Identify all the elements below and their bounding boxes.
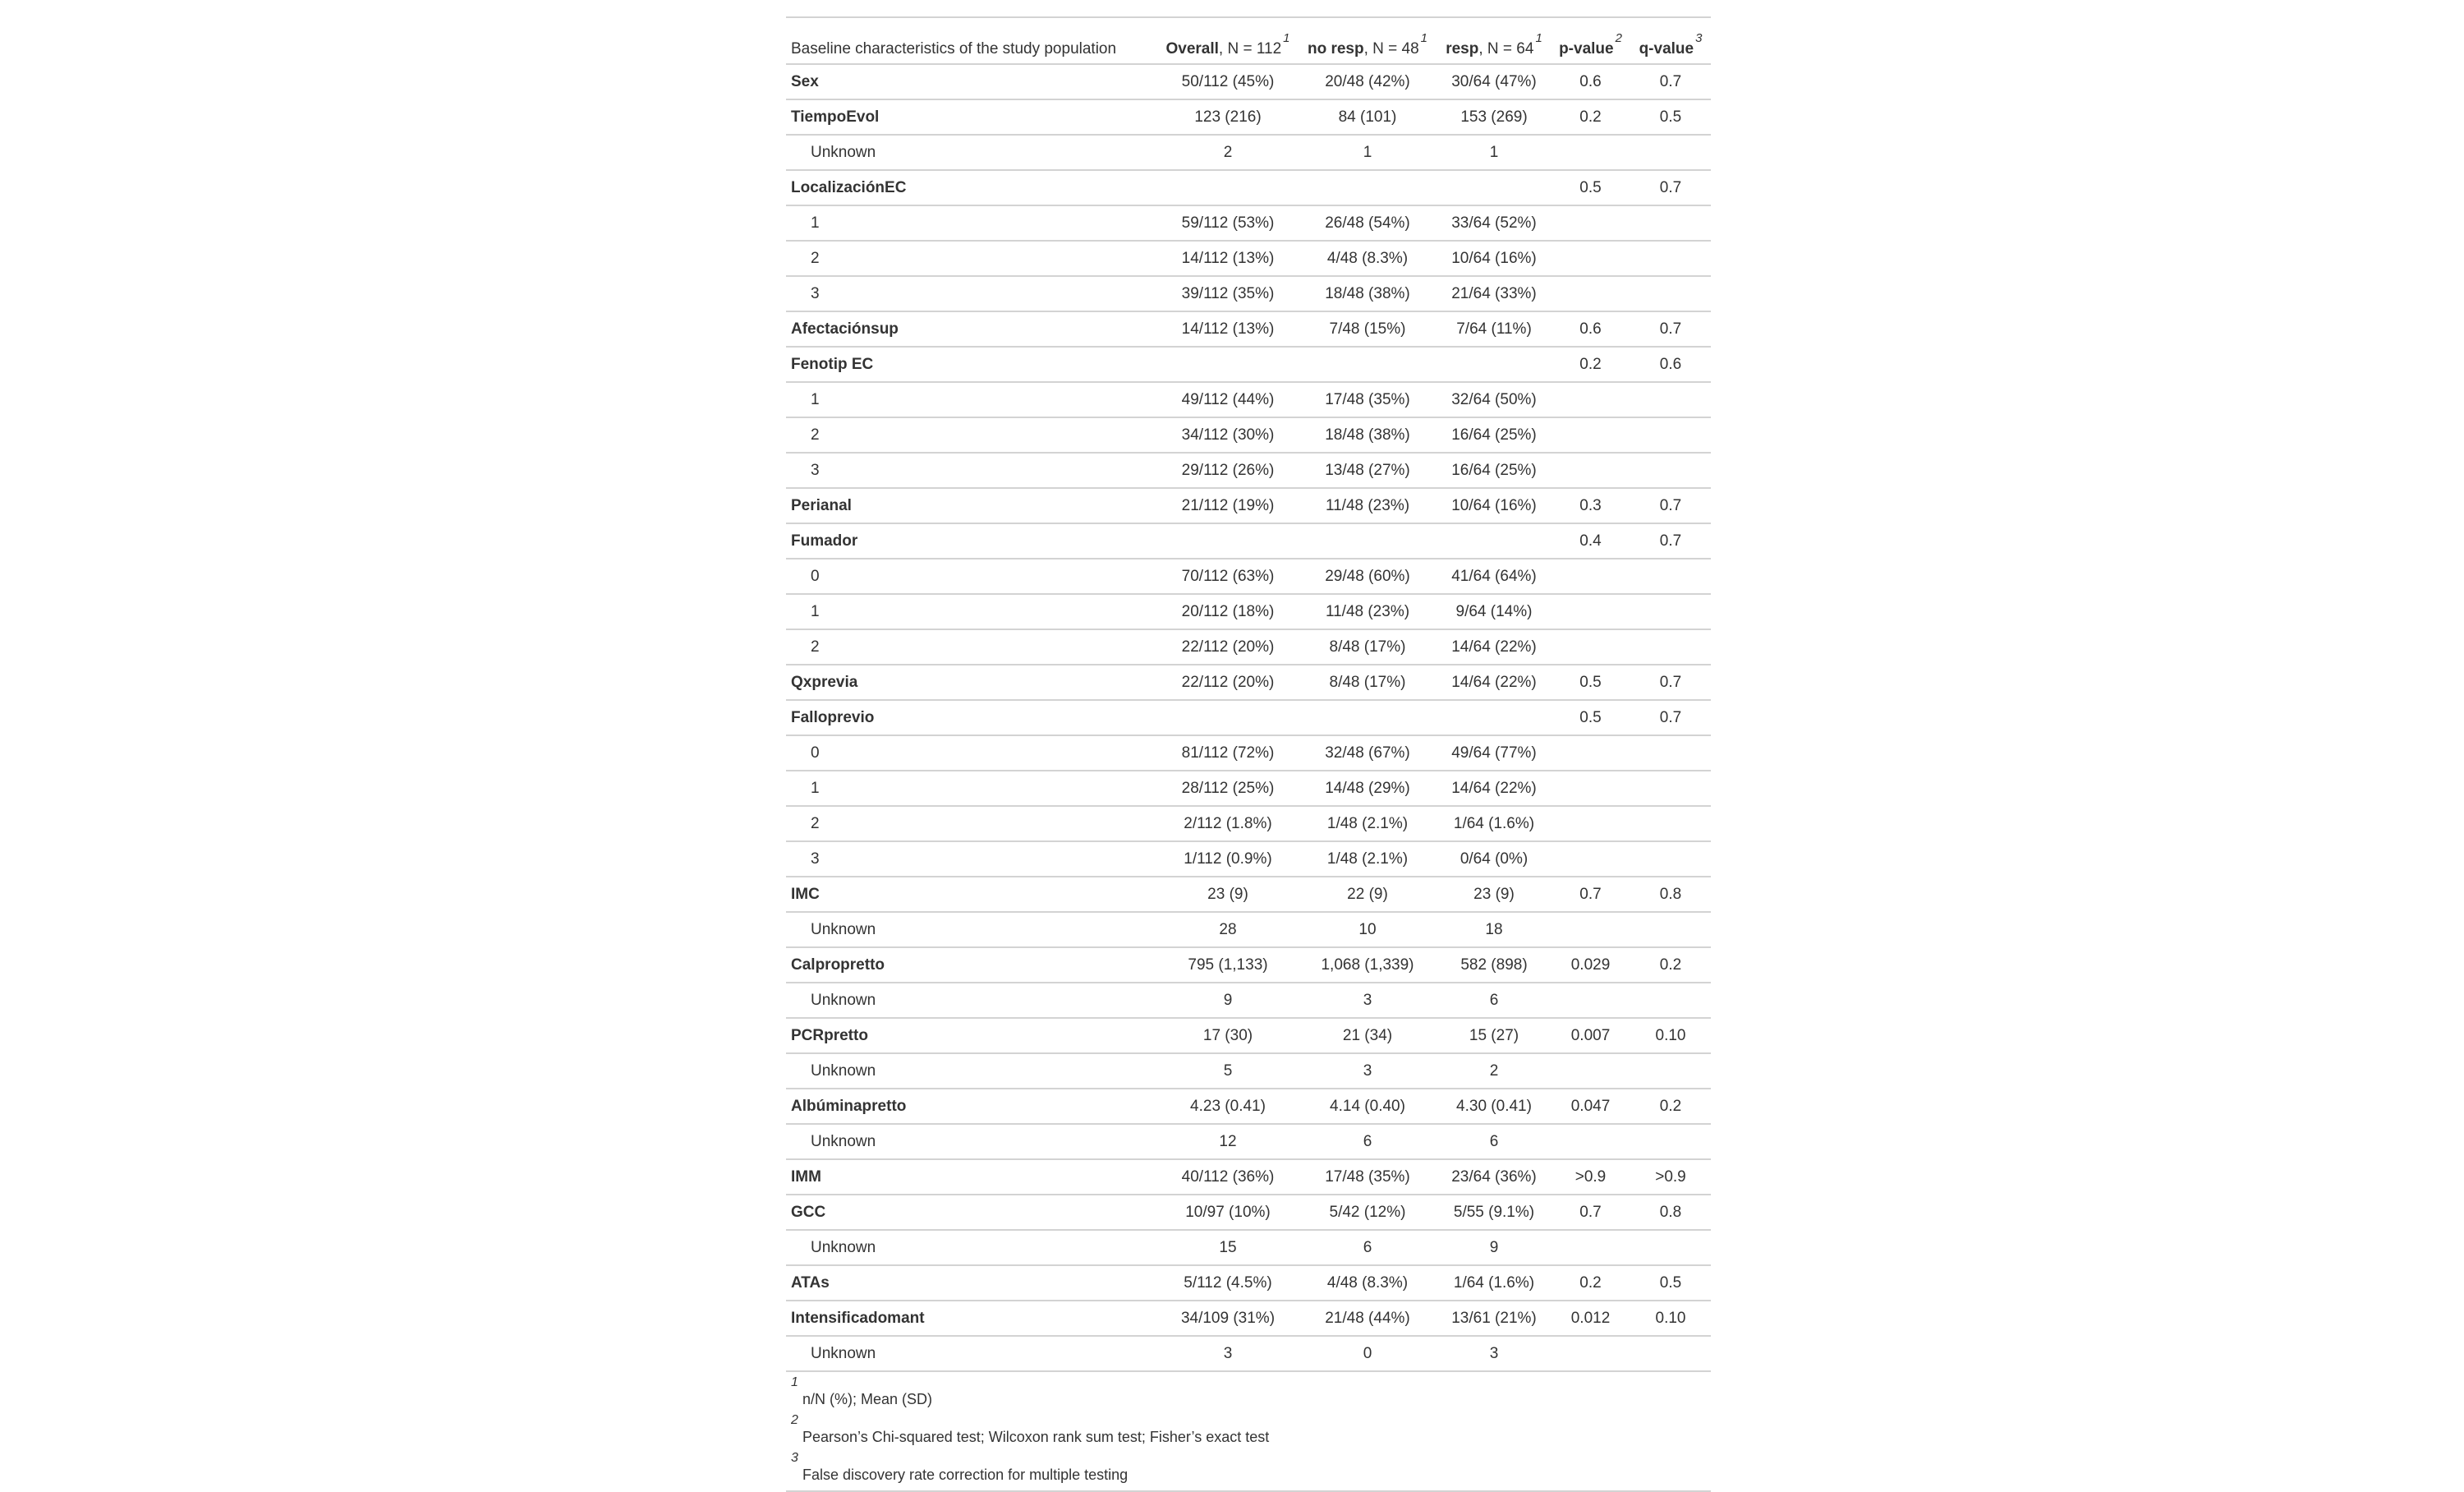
p-value-cell: 0.2: [1551, 347, 1630, 382]
header-resp-footnote-mark: 1: [1535, 31, 1542, 45]
q-value-cell: [1630, 1336, 1711, 1371]
level-label: 3: [786, 841, 1158, 877]
q-value-cell: [1630, 1230, 1711, 1265]
header-p-value-footnote-mark: 2: [1615, 31, 1622, 45]
no-resp-cell: 20/48 (42%): [1298, 64, 1437, 99]
table-row: [786, 629, 1711, 665]
resp-cell: 23 (9): [1437, 877, 1551, 912]
q-value-cell: 0.2: [1630, 1089, 1711, 1124]
q-value-cell: 0.7: [1630, 488, 1711, 523]
table-row: [786, 947, 1711, 983]
q-value-cell: 0.8: [1630, 1195, 1711, 1230]
resp-cell: 3: [1437, 1336, 1551, 1371]
level-label: 2: [786, 806, 1158, 841]
table-body: [786, 64, 1711, 1371]
resp-cell: 2: [1437, 1053, 1551, 1089]
level-label: 1: [786, 771, 1158, 806]
overall-cell: 34/109 (31%): [1158, 1301, 1298, 1336]
overall-cell: 22/112 (20%): [1158, 665, 1298, 700]
level-label: 2: [786, 241, 1158, 276]
no-resp-cell: [1298, 170, 1437, 205]
resp-cell: 32/64 (50%): [1437, 382, 1551, 417]
p-value-cell: [1551, 771, 1630, 806]
no-resp-cell: 6: [1298, 1230, 1437, 1265]
variable-label: Intensificadomant: [786, 1301, 1158, 1336]
p-value-cell: [1551, 135, 1630, 170]
no-resp-cell: 3: [1298, 1053, 1437, 1089]
variable-label: Qxprevia: [786, 665, 1158, 700]
resp-cell: 9: [1437, 1230, 1551, 1265]
no-resp-cell: 22 (9): [1298, 877, 1437, 912]
no-resp-cell: 1: [1298, 135, 1437, 170]
variable-label: ATAs: [786, 1265, 1158, 1301]
table-row: [786, 665, 1711, 700]
level-label: Unknown: [786, 912, 1158, 947]
p-value-cell: [1551, 276, 1630, 311]
table-row: [786, 1301, 1711, 1336]
overall-cell: 22/112 (20%): [1158, 629, 1298, 665]
overall-cell: 28: [1158, 912, 1298, 947]
level-label: 1: [786, 205, 1158, 241]
overall-cell: 39/112 (35%): [1158, 276, 1298, 311]
overall-cell: [1158, 347, 1298, 382]
table-row: [786, 64, 1711, 99]
overall-cell: [1158, 170, 1298, 205]
table-row: [786, 453, 1711, 488]
q-value-cell: 0.10: [1630, 1301, 1711, 1336]
overall-cell: 123 (216): [1158, 99, 1298, 135]
overall-cell: 1/112 (0.9%): [1158, 841, 1298, 877]
q-value-cell: [1630, 594, 1711, 629]
resp-cell: 1/64 (1.6%): [1437, 1265, 1551, 1301]
variable-label: Albúminapretto: [786, 1089, 1158, 1124]
resp-cell: 15 (27): [1437, 1018, 1551, 1053]
no-resp-cell: 0: [1298, 1336, 1437, 1371]
no-resp-cell: 8/48 (17%): [1298, 629, 1437, 665]
p-value-cell: [1551, 453, 1630, 488]
q-value-cell: 0.7: [1630, 700, 1711, 735]
p-value-cell: 0.6: [1551, 64, 1630, 99]
no-resp-cell: 1/48 (2.1%): [1298, 806, 1437, 841]
no-resp-cell: [1298, 523, 1437, 559]
no-resp-cell: 11/48 (23%): [1298, 594, 1437, 629]
no-resp-cell: 4/48 (8.3%): [1298, 1265, 1437, 1301]
overall-cell: 14/112 (13%): [1158, 311, 1298, 347]
table-row: [786, 523, 1711, 559]
p-value-cell: [1551, 983, 1630, 1018]
p-value-cell: [1551, 1230, 1630, 1265]
q-value-cell: [1630, 135, 1711, 170]
q-value-cell: 0.5: [1630, 99, 1711, 135]
resp-cell: 582 (898): [1437, 947, 1551, 983]
resp-cell: [1437, 347, 1551, 382]
no-resp-cell: 7/48 (15%): [1298, 311, 1437, 347]
variable-label: IMM: [786, 1159, 1158, 1195]
table-row: [786, 806, 1711, 841]
level-label: 3: [786, 453, 1158, 488]
p-value-cell: [1551, 841, 1630, 877]
table-row: [786, 735, 1711, 771]
baseline-characteristics-table: [786, 16, 1711, 1492]
table-row: [786, 912, 1711, 947]
q-value-cell: 0.8: [1630, 877, 1711, 912]
no-resp-cell: 26/48 (54%): [1298, 205, 1437, 241]
level-label: Unknown: [786, 135, 1158, 170]
resp-cell: 9/64 (14%): [1437, 594, 1551, 629]
overall-cell: 10/97 (10%): [1158, 1195, 1298, 1230]
p-value-cell: [1551, 1336, 1630, 1371]
resp-cell: 1/64 (1.6%): [1437, 806, 1551, 841]
no-resp-cell: 21/48 (44%): [1298, 1301, 1437, 1336]
level-label: 0: [786, 735, 1158, 771]
q-value-cell: 0.7: [1630, 665, 1711, 700]
no-resp-cell: 6: [1298, 1124, 1437, 1159]
p-value-cell: 0.7: [1551, 877, 1630, 912]
p-value-cell: 0.5: [1551, 700, 1630, 735]
no-resp-cell: 84 (101): [1298, 99, 1437, 135]
resp-cell: 1: [1437, 135, 1551, 170]
level-label: Unknown: [786, 983, 1158, 1018]
q-value-cell: 0.5: [1630, 1265, 1711, 1301]
level-label: Unknown: [786, 1230, 1158, 1265]
overall-cell: 15: [1158, 1230, 1298, 1265]
resp-cell: 30/64 (47%): [1437, 64, 1551, 99]
p-value-cell: [1551, 594, 1630, 629]
overall-cell: 2/112 (1.8%): [1158, 806, 1298, 841]
overall-cell: 795 (1,133): [1158, 947, 1298, 983]
q-value-cell: [1630, 912, 1711, 947]
level-label: 2: [786, 417, 1158, 453]
q-value-cell: [1630, 417, 1711, 453]
overall-cell: 28/112 (25%): [1158, 771, 1298, 806]
table-row: [786, 205, 1711, 241]
overall-cell: 12: [1158, 1124, 1298, 1159]
resp-cell: 14/64 (22%): [1437, 665, 1551, 700]
overall-cell: 23 (9): [1158, 877, 1298, 912]
q-value-cell: 0.7: [1630, 170, 1711, 205]
no-resp-cell: [1298, 700, 1437, 735]
no-resp-cell: 29/48 (60%): [1298, 559, 1437, 594]
table-row: [786, 241, 1711, 276]
p-value-cell: [1551, 629, 1630, 665]
no-resp-cell: 17/48 (35%): [1298, 382, 1437, 417]
overall-cell: 4.23 (0.41): [1158, 1089, 1298, 1124]
resp-cell: 21/64 (33%): [1437, 276, 1551, 311]
p-value-cell: [1551, 241, 1630, 276]
table-row: [786, 417, 1711, 453]
variable-label: Falloprevio: [786, 700, 1158, 735]
p-value-cell: [1551, 417, 1630, 453]
level-label: Unknown: [786, 1124, 1158, 1159]
p-value-cell: >0.9: [1551, 1159, 1630, 1195]
variable-label: Fenotip EC: [786, 347, 1158, 382]
variable-label: Afectaciónsup: [786, 311, 1158, 347]
table-row: [786, 594, 1711, 629]
table-row: [786, 1124, 1711, 1159]
header-label: Baseline characteristics of the study population: [786, 17, 1158, 64]
header-q-value-footnote-mark: 3: [1695, 31, 1703, 45]
p-value-cell: 0.5: [1551, 170, 1630, 205]
header-overall: [1158, 17, 1298, 64]
table-row: [786, 170, 1711, 205]
q-value-cell: [1630, 241, 1711, 276]
level-label: 1: [786, 594, 1158, 629]
q-value-cell: [1630, 806, 1711, 841]
p-value-cell: 0.047: [1551, 1089, 1630, 1124]
p-value-cell: 0.3: [1551, 488, 1630, 523]
overall-cell: 29/112 (26%): [1158, 453, 1298, 488]
overall-cell: 21/112 (19%): [1158, 488, 1298, 523]
resp-cell: 10/64 (16%): [1437, 488, 1551, 523]
footnote-row: [786, 1448, 1711, 1491]
no-resp-cell: 17/48 (35%): [1298, 1159, 1437, 1195]
resp-cell: 10/64 (16%): [1437, 241, 1551, 276]
resp-cell: 18: [1437, 912, 1551, 947]
header-resp-rest: , N = 64: [1478, 40, 1534, 58]
no-resp-cell: 1/48 (2.1%): [1298, 841, 1437, 877]
variable-label: PCRpretto: [786, 1018, 1158, 1053]
table-row: [786, 488, 1711, 523]
table-row: [786, 135, 1711, 170]
q-value-cell: [1630, 453, 1711, 488]
resp-cell: 6: [1437, 1124, 1551, 1159]
level-label: 1: [786, 382, 1158, 417]
overall-cell: 3: [1158, 1336, 1298, 1371]
resp-cell: 0/64 (0%): [1437, 841, 1551, 877]
baseline-characteristics-table-container: [786, 16, 1711, 1492]
variable-label: GCC: [786, 1195, 1158, 1230]
no-resp-cell: 18/48 (38%): [1298, 276, 1437, 311]
p-value-cell: 0.2: [1551, 1265, 1630, 1301]
q-value-cell: [1630, 841, 1711, 877]
q-value-cell: [1630, 559, 1711, 594]
table-header: [786, 17, 1711, 64]
p-value-cell: [1551, 1053, 1630, 1089]
no-resp-cell: 14/48 (29%): [1298, 771, 1437, 806]
overall-cell: [1158, 700, 1298, 735]
resp-cell: 33/64 (52%): [1437, 205, 1551, 241]
footnote: [786, 1410, 1711, 1448]
footnote-mark: 2: [791, 1413, 798, 1427]
table-footnotes: [786, 1371, 1711, 1491]
p-value-cell: [1551, 806, 1630, 841]
q-value-cell: [1630, 771, 1711, 806]
table-row: [786, 877, 1711, 912]
q-value-cell: [1630, 629, 1711, 665]
resp-cell: 13/61 (21%): [1437, 1301, 1551, 1336]
table-row: [786, 700, 1711, 735]
q-value-cell: 0.7: [1630, 523, 1711, 559]
table-row: [786, 841, 1711, 877]
table-row: [786, 1018, 1711, 1053]
overall-cell: 40/112 (36%): [1158, 1159, 1298, 1195]
header-no-resp-bold: no resp: [1307, 40, 1364, 58]
resp-cell: [1437, 700, 1551, 735]
q-value-cell: [1630, 205, 1711, 241]
footnote-mark: 1: [791, 1375, 798, 1389]
header-overall-footnote-mark: 1: [1283, 31, 1290, 45]
variable-label: Calpropretto: [786, 947, 1158, 983]
p-value-cell: 0.007: [1551, 1018, 1630, 1053]
header-p-value-bold: p-value: [1559, 40, 1614, 58]
no-resp-cell: 21 (34): [1298, 1018, 1437, 1053]
table-row: [786, 1336, 1711, 1371]
q-value-cell: [1630, 1053, 1711, 1089]
p-value-cell: 0.4: [1551, 523, 1630, 559]
q-value-cell: [1630, 1124, 1711, 1159]
q-value-cell: 0.2: [1630, 947, 1711, 983]
table-row: [786, 1230, 1711, 1265]
overall-cell: 34/112 (30%): [1158, 417, 1298, 453]
no-resp-cell: [1298, 347, 1437, 382]
table-row: [786, 1053, 1711, 1089]
header-overall-bold: Overall: [1165, 40, 1219, 58]
q-value-cell: [1630, 276, 1711, 311]
footnote-text: False discovery rate correction for multiple testing: [802, 1467, 1129, 1483]
variable-label: Perianal: [786, 488, 1158, 523]
p-value-cell: [1551, 912, 1630, 947]
overall-cell: 50/112 (45%): [1158, 64, 1298, 99]
p-value-cell: 0.029: [1551, 947, 1630, 983]
resp-cell: 4.30 (0.41): [1437, 1089, 1551, 1124]
header-resp-bold: resp: [1446, 40, 1479, 58]
table-row: [786, 99, 1711, 135]
p-value-cell: [1551, 205, 1630, 241]
overall-cell: 5/112 (4.5%): [1158, 1265, 1298, 1301]
overall-cell: 17 (30): [1158, 1018, 1298, 1053]
resp-cell: 153 (269): [1437, 99, 1551, 135]
table-row: [786, 1265, 1711, 1301]
variable-label: LocalizaciónEC: [786, 170, 1158, 205]
variable-label: TiempoEvol: [786, 99, 1158, 135]
level-label: 3: [786, 276, 1158, 311]
header-no-resp-rest: , N = 48: [1363, 40, 1419, 58]
variable-label: IMC: [786, 877, 1158, 912]
q-value-cell: 0.7: [1630, 64, 1711, 99]
p-value-cell: [1551, 1124, 1630, 1159]
resp-cell: 16/64 (25%): [1437, 417, 1551, 453]
p-value-cell: [1551, 559, 1630, 594]
no-resp-cell: 11/48 (23%): [1298, 488, 1437, 523]
p-value-cell: 0.5: [1551, 665, 1630, 700]
table-row: [786, 382, 1711, 417]
no-resp-cell: 8/48 (17%): [1298, 665, 1437, 700]
q-value-cell: 0.10: [1630, 1018, 1711, 1053]
q-value-cell: [1630, 382, 1711, 417]
header-no-resp-footnote-mark: 1: [1420, 31, 1428, 45]
resp-cell: [1437, 170, 1551, 205]
table-row: [786, 559, 1711, 594]
q-value-cell: >0.9: [1630, 1159, 1711, 1195]
resp-cell: 16/64 (25%): [1437, 453, 1551, 488]
resp-cell: 5/55 (9.1%): [1437, 1195, 1551, 1230]
q-value-cell: [1630, 983, 1711, 1018]
p-value-cell: 0.6: [1551, 311, 1630, 347]
resp-cell: 6: [1437, 983, 1551, 1018]
overall-cell: [1158, 523, 1298, 559]
p-value-cell: [1551, 735, 1630, 771]
header-row: [786, 17, 1711, 64]
variable-label: Sex: [786, 64, 1158, 99]
table-row: [786, 1195, 1711, 1230]
table-row: [786, 1159, 1711, 1195]
resp-cell: 49/64 (77%): [1437, 735, 1551, 771]
table-row: [786, 311, 1711, 347]
variable-label: Fumador: [786, 523, 1158, 559]
header-q-value-bold: q-value: [1639, 40, 1694, 58]
overall-cell: 49/112 (44%): [1158, 382, 1298, 417]
resp-cell: 14/64 (22%): [1437, 629, 1551, 665]
no-resp-cell: 32/48 (67%): [1298, 735, 1437, 771]
footnote: [786, 1371, 1711, 1410]
q-value-cell: [1630, 735, 1711, 771]
table-row: [786, 276, 1711, 311]
level-label: Unknown: [786, 1053, 1158, 1089]
overall-cell: 14/112 (13%): [1158, 241, 1298, 276]
no-resp-cell: 3: [1298, 983, 1437, 1018]
table-row: [786, 347, 1711, 382]
no-resp-cell: 1,068 (1,339): [1298, 947, 1437, 983]
header-no-resp: [1298, 17, 1437, 64]
no-resp-cell: 4/48 (8.3%): [1298, 241, 1437, 276]
overall-cell: 5: [1158, 1053, 1298, 1089]
resp-cell: 14/64 (22%): [1437, 771, 1551, 806]
table-row: [786, 771, 1711, 806]
no-resp-cell: 5/42 (12%): [1298, 1195, 1437, 1230]
no-resp-cell: 10: [1298, 912, 1437, 947]
footnote-mark: 3: [791, 1451, 798, 1465]
resp-cell: [1437, 523, 1551, 559]
no-resp-cell: 13/48 (27%): [1298, 453, 1437, 488]
p-value-cell: 0.012: [1551, 1301, 1630, 1336]
table-row: [786, 983, 1711, 1018]
overall-cell: 2: [1158, 135, 1298, 170]
header-resp: [1437, 17, 1551, 64]
level-label: 2: [786, 629, 1158, 665]
resp-cell: 23/64 (36%): [1437, 1159, 1551, 1195]
footnote: [786, 1448, 1711, 1491]
level-label: Unknown: [786, 1336, 1158, 1371]
footnote-text: n/N (%); Mean (SD): [802, 1391, 933, 1407]
resp-cell: 41/64 (64%): [1437, 559, 1551, 594]
overall-cell: 20/112 (18%): [1158, 594, 1298, 629]
footnote-text: Pearson’s Chi-squared test; Wilcoxon rank sum test; Fisher’s exact test: [802, 1429, 1270, 1445]
p-value-cell: 0.7: [1551, 1195, 1630, 1230]
no-resp-cell: 18/48 (38%): [1298, 417, 1437, 453]
footnote-row: [786, 1371, 1711, 1410]
footnote-row: [786, 1410, 1711, 1448]
header-p-value: [1551, 17, 1630, 64]
table-row: [786, 1089, 1711, 1124]
p-value-cell: 0.2: [1551, 99, 1630, 135]
overall-cell: 9: [1158, 983, 1298, 1018]
resp-cell: 7/64 (11%): [1437, 311, 1551, 347]
q-value-cell: 0.7: [1630, 311, 1711, 347]
overall-cell: 59/112 (53%): [1158, 205, 1298, 241]
overall-cell: 81/112 (72%): [1158, 735, 1298, 771]
header-overall-rest: , N = 112: [1218, 40, 1282, 58]
header-q-value: [1630, 17, 1711, 64]
level-label: 0: [786, 559, 1158, 594]
q-value-cell: 0.6: [1630, 347, 1711, 382]
p-value-cell: [1551, 382, 1630, 417]
overall-cell: 70/112 (63%): [1158, 559, 1298, 594]
no-resp-cell: 4.14 (0.40): [1298, 1089, 1437, 1124]
